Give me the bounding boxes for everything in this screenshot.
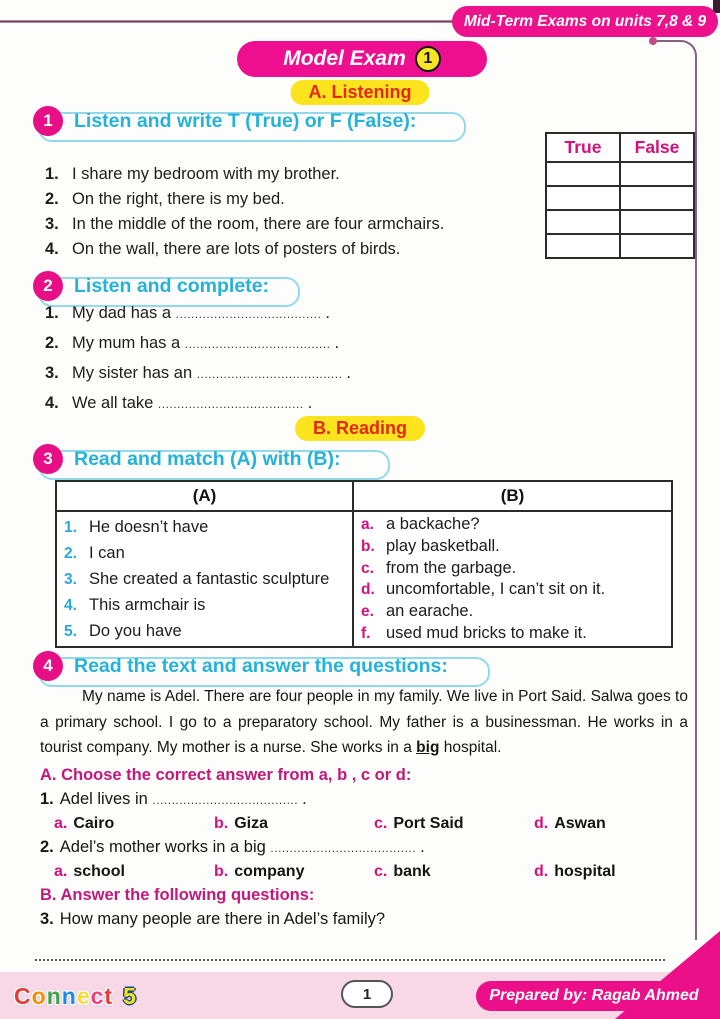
logo-letter: e	[76, 983, 91, 1009]
item-number: 3.	[45, 215, 59, 233]
item-text: uncomfortable, I can’t sit on it.	[386, 580, 606, 599]
item-text: He doesn’t have	[89, 517, 209, 536]
option	[374, 863, 534, 881]
option-letter: a.	[54, 862, 68, 880]
item-number: 2.	[64, 544, 77, 562]
option-letter: b.	[214, 814, 229, 832]
end-dot: .	[420, 837, 425, 856]
false-column-header: False	[620, 133, 694, 162]
section-a-text: A. Listening	[308, 82, 412, 102]
item-number: 3.	[45, 364, 59, 382]
option-letter: b.	[214, 862, 229, 880]
match-item	[361, 559, 669, 578]
item-text: a backache?	[386, 515, 480, 534]
item-text: On the right, there is my bed.	[72, 190, 285, 208]
question-2-title: Listen and complete:	[74, 274, 270, 297]
list-item	[45, 394, 535, 414]
option	[214, 863, 374, 881]
answer-cell	[546, 234, 620, 258]
item-text: I can	[89, 543, 125, 562]
page-number: 1	[362, 985, 372, 1003]
item-text: This armchair is	[89, 595, 206, 614]
item-number: 3.	[40, 909, 54, 928]
open-question	[40, 910, 688, 929]
fill-blank: ......................................	[270, 840, 417, 855]
match-item	[64, 596, 350, 615]
list-item	[45, 165, 535, 184]
item-letter: d.	[361, 581, 375, 599]
section-b-text: B. Reading	[312, 418, 408, 438]
item-text: an earache.	[386, 601, 474, 620]
item-text: She created a fantastic sculpture	[89, 569, 330, 588]
fill-blank: ......................................	[157, 397, 304, 411]
connect-logo	[14, 983, 137, 1010]
item-text: My sister has an	[72, 364, 193, 382]
item-text: I share my bedroom with my brother.	[72, 165, 340, 183]
list-item	[45, 334, 535, 354]
option	[214, 815, 374, 833]
answer-cell	[546, 186, 620, 210]
item-text: My dad has a	[72, 304, 172, 322]
end-dot: .	[302, 789, 307, 808]
answer-cell	[546, 210, 620, 234]
option-text: Port Said	[393, 814, 464, 832]
item-number: 1.	[45, 165, 59, 183]
question-3-number-badge: 3	[33, 444, 63, 474]
exam-number-badge: 1	[415, 46, 441, 72]
top-rule-line	[0, 20, 458, 23]
paragraph-bold-word: big	[416, 739, 440, 756]
answer-cell	[620, 234, 694, 258]
option-text: Cairo	[73, 814, 115, 832]
option	[54, 863, 214, 881]
question-1-number-badge: 1	[33, 106, 63, 136]
stem-text: Adel’s mother works in a big	[59, 837, 266, 856]
item-text: Do you have	[89, 621, 182, 640]
match-item	[361, 515, 669, 534]
question-text: How many people are there in Adel’s family?	[59, 909, 386, 928]
exam-title: Model Exam	[283, 47, 406, 70]
mcq-1-options	[54, 815, 688, 833]
logo-letter: n	[46, 983, 62, 1009]
match-column-a	[57, 512, 354, 646]
header-banner	[452, 6, 718, 37]
match-column-b	[354, 512, 671, 646]
option-letter: a.	[54, 814, 68, 832]
item-number: 2.	[45, 190, 59, 208]
page-number-badge	[341, 980, 393, 1008]
question-4-header	[33, 648, 448, 684]
item-letter: f.	[361, 624, 371, 642]
answer-dotted-line	[35, 959, 665, 961]
logo-letter: C	[14, 983, 32, 1009]
item-text: play basketball.	[386, 536, 500, 555]
column-a-header: (A)	[57, 482, 354, 510]
question-3-header	[33, 441, 341, 477]
table-row	[546, 186, 694, 210]
match-item	[64, 622, 350, 641]
option-text: hospital	[554, 862, 616, 880]
question-2-items	[45, 304, 535, 424]
item-text: On the wall, there are lots of posters of birds.	[72, 240, 401, 258]
question-2-header	[33, 268, 269, 304]
item-number: 1.	[45, 304, 59, 322]
logo-letter: o	[31, 983, 47, 1009]
item-letter: b.	[361, 537, 375, 555]
match-item	[64, 544, 350, 563]
question-4-title: Read the text and answer the questions:	[74, 654, 448, 677]
question-2-number-badge: 2	[33, 271, 63, 301]
reading-paragraph	[40, 684, 688, 761]
list-item	[45, 190, 535, 209]
item-text: used mud bricks to make it.	[386, 623, 587, 642]
mcq-2-options	[54, 863, 688, 881]
part-b-title: B. Answer the following questions:	[40, 885, 315, 904]
logo-letter: t	[104, 983, 114, 1009]
item-letter: e.	[361, 602, 374, 620]
list-item	[45, 304, 535, 324]
section-b-label	[295, 416, 425, 441]
item-number: 4.	[45, 240, 59, 258]
answer-cell	[620, 162, 694, 186]
credit-banner	[476, 981, 712, 1011]
answer-cell	[620, 210, 694, 234]
option-letter: c.	[374, 862, 388, 880]
item-number: 4.	[45, 394, 59, 412]
answer-cell	[546, 162, 620, 186]
option-letter: c.	[374, 814, 388, 832]
stem-text: Adel lives in	[59, 789, 148, 808]
table-row	[546, 234, 694, 258]
item-text: from the garbage.	[386, 558, 517, 577]
table-header-row	[546, 133, 694, 162]
item-number: 2.	[45, 334, 59, 352]
item-number: 1.	[40, 789, 54, 808]
question-4-number-badge: 4	[33, 651, 63, 681]
item-number: 2.	[40, 837, 54, 856]
section-a-label	[291, 80, 430, 105]
logo-number: 5	[123, 983, 137, 1009]
question-1-items	[45, 165, 535, 265]
option-letter: d.	[534, 814, 549, 832]
question-4-body	[40, 684, 688, 931]
logo-letter: n	[61, 983, 77, 1009]
match-table-body	[57, 512, 671, 646]
question-1-header	[33, 103, 416, 139]
fill-blank: ......................................	[184, 337, 331, 351]
logo-letter: c	[90, 983, 105, 1009]
item-text: My mum has a	[72, 334, 181, 352]
paragraph-text: hospital.	[439, 739, 502, 756]
fill-blank: ......................................	[175, 307, 322, 321]
match-table-header	[57, 482, 671, 512]
mcq-2-stem	[40, 838, 688, 857]
item-letter: a.	[361, 516, 374, 534]
option-text: Giza	[234, 814, 269, 832]
exam-title-pill	[237, 41, 487, 77]
column-b-header: (B)	[500, 486, 525, 505]
list-item	[45, 364, 535, 384]
item-number: 1.	[64, 518, 77, 536]
true-column-header: True	[546, 133, 620, 162]
answer-cell	[620, 186, 694, 210]
part-a-title: A. Choose the correct answer from a, b , c or d:	[40, 765, 412, 784]
option-text: bank	[393, 862, 431, 880]
option-text: Aswan	[554, 814, 606, 832]
match-item	[64, 570, 350, 589]
match-item	[361, 537, 669, 556]
item-letter: c.	[361, 559, 374, 577]
credit-text: Prepared by: Ragab Ahmed	[489, 987, 699, 1004]
list-item	[45, 215, 535, 234]
option	[534, 815, 606, 833]
option-text: school	[73, 862, 125, 880]
item-number: 4.	[64, 596, 77, 614]
table-row	[546, 162, 694, 186]
item-text: We all take	[72, 394, 154, 412]
end-dot: .	[334, 334, 340, 352]
question-3-title: Read and match (A) with (B):	[74, 447, 341, 470]
match-item	[64, 518, 350, 537]
end-dot: .	[307, 394, 313, 412]
item-text: In the middle of the room, there are four armchairs.	[72, 215, 445, 233]
fill-blank: ......................................	[152, 792, 299, 807]
true-false-table	[545, 132, 695, 259]
option-text: company	[234, 862, 305, 880]
paragraph-text: My name is Adel. There are four people in my family. We live in Port Said. Salwa goes to a primary school. I go to a preparatory school. My father is a businessman. He works in a tourist company. My mother is a nurse. She works in a	[40, 688, 688, 756]
fill-blank: ......................................	[196, 367, 343, 381]
list-item	[45, 240, 535, 259]
match-item	[361, 624, 669, 643]
end-dot: .	[325, 304, 330, 322]
end-dot: .	[346, 364, 352, 382]
question-1-title: Listen and write T (True) or F (False):	[74, 109, 417, 132]
item-number: 5.	[64, 622, 77, 640]
decorative-dot	[649, 37, 657, 45]
mcq-1-stem	[40, 790, 688, 809]
match-item	[361, 580, 669, 599]
match-item	[361, 602, 669, 621]
header-banner-text: Mid-Term Exams on units 7,8 & 9	[463, 12, 707, 30]
match-table	[55, 480, 673, 648]
table-row	[546, 210, 694, 234]
option	[374, 815, 534, 833]
option-letter: d.	[534, 862, 549, 880]
option	[534, 863, 616, 881]
option	[54, 815, 214, 833]
item-number: 3.	[64, 570, 77, 588]
